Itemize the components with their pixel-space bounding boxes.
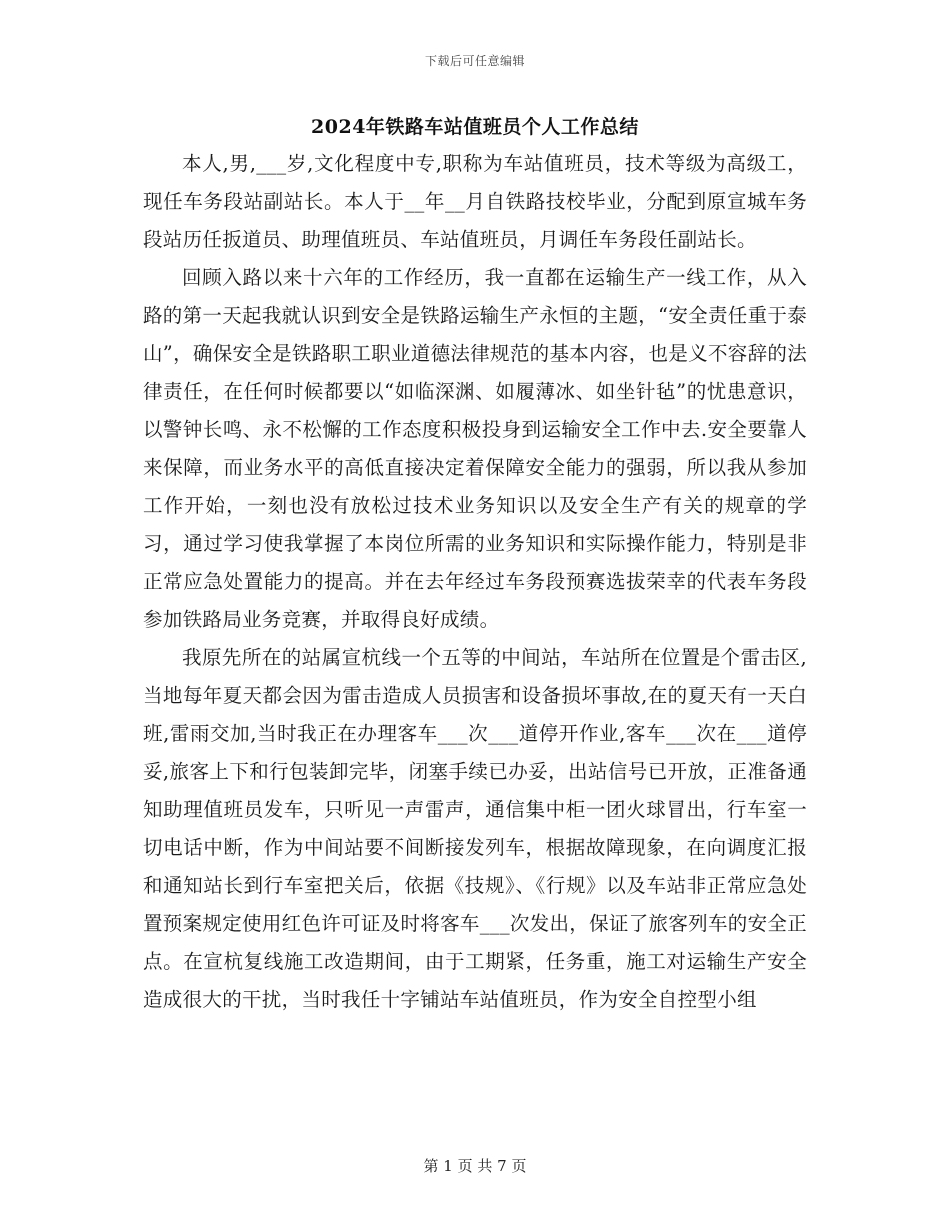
paragraph-1: 本人,男,___岁,文化程度中专,职称为车站值班员，技术等级为高级工，现任车务段站副站长。本人于__年__月自铁路技校毕业，分配到原宣城车务段站历任扳道员、助理值班员、车站值班员，月调任车务段任副站长。 xyxy=(143,152,807,251)
document-title: 2024年铁路车站值班员个人工作总结 xyxy=(311,116,639,138)
document-body xyxy=(143,145,807,1019)
page-number: 第 1 页 共 7 页 xyxy=(423,1157,527,1175)
header-note: 下载后可任意编辑 xyxy=(424,54,525,68)
paragraph-2: 回顾入路以来十六年的工作经历，我一直都在运输生产一线工作，从入路的第一天起我就认识到安全是铁路运输生产永恒的主题，“安全责任重于泰山”，确保安全是铁路职工职业道德法律规范的基本内容，也是义不容辞的法律责任，在任何时候都要以“如临深渊、如履薄冰、如坐针毡”的忧患意识，以警钟长鸣、永不松懈的工作态度积极投身到运输安全工作中去.安全要靠人来保障，而业务水平的高低直接决定着保障安全能力的强弱，所以我从参加工作开始，一刻也没有放松过技术业务知识以及安全生产有关的规章的学习，通过学习使我掌握了本岗位所需的业务知识和实际操作能力，特别是非正常应急处置能力的提高。并在去年经过车务段预赛选拔荣幸的代表车务段参加铁路局业务竞赛，并取得良好成绩。 xyxy=(143,266,807,631)
paragraph-3: 我原先所在的站属宣杭线一个五等的中间站，车站所在位置是个雷击区,当地每年夏天都会因为雷击造成人员损害和设备损坏事故,在的夏天有一天白班,雷雨交加,当时我正在办理客车___次___道停开作业,客车___次在___道停妥,旅客上下和行包装卸完毕，闭塞手续已办妥，出站信号已开放，正准备通知助理值班员发车，只听见一声雷声，通信集中柜一团火球冒出，行车室一切电话中断，作为中间站要不间断接发列车，根据故障现象，在向调度汇报和通知站长到行车室把关后，依据《技规》、《行规》以及车站非正常应急处置预案规定使用红色许可证及时将客车___次发出，保证了旅客列车的安全正点。在宣杭复线施工改造期间，由于工期紧，任务重，施工对运输生产安全造成很大的干扰，当时我任十字铺站车站值班员，作为安全自控型小组 xyxy=(143,646,807,1011)
